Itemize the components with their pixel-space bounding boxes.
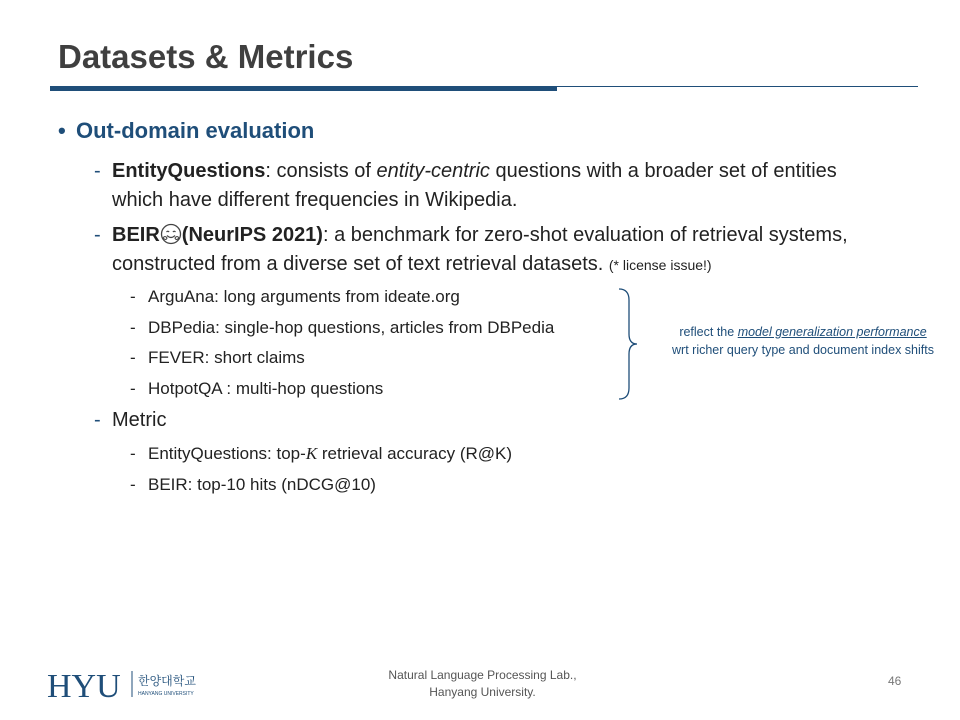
logo-letters: HYU	[47, 668, 121, 700]
dataset-text: FEVER: short claims	[148, 348, 305, 367]
dash-marker: -	[130, 475, 136, 494]
dash-marker: -	[130, 348, 136, 367]
metric-entry	[130, 443, 512, 465]
dash-marker: -	[130, 318, 136, 337]
logo-korean: 한양대학교	[138, 674, 196, 688]
beir-venue: (NeurIPS 2021)	[181, 224, 323, 246]
side-note-line2: wrt richer query type and document index shifts	[672, 343, 934, 357]
hugging-face-emoji-icon	[160, 223, 182, 245]
beir-item	[94, 221, 874, 280]
license-note: (* license issue!)	[608, 257, 712, 273]
metric-label: Metric	[112, 409, 167, 431]
hanyang-university-logo	[47, 668, 197, 700]
section-heading-text: Out-domain evaluation	[76, 118, 315, 143]
entity-questions-name: EntityQuestions	[112, 160, 266, 182]
metric-text-post: retrieval accuracy (R@K)	[317, 444, 513, 463]
section-heading	[58, 118, 314, 144]
entity-questions-text-b: questions with a broader set of entities which have different frequencies in Wikipedia.	[112, 160, 837, 211]
slide-title: Datasets & Metrics	[58, 38, 354, 75]
dataset-text: DBPedia: single-hop questions, articles from DBPedia	[148, 318, 555, 337]
side-note	[648, 323, 958, 359]
footer-lab: Natural Language Processing Lab.,	[388, 668, 577, 682]
title-rule-accent	[50, 86, 557, 91]
dataset-item	[130, 317, 554, 339]
dataset-item	[130, 378, 383, 400]
logo-english: HANYANG UNIVERSITY	[138, 691, 194, 697]
dataset-item	[130, 347, 305, 369]
metric-text: BEIR: top-10 hits (nDCG@10)	[148, 475, 376, 494]
dash-marker: -	[94, 224, 101, 246]
beir-name: BEIR	[112, 224, 160, 246]
metric-variable: K	[305, 444, 318, 463]
bullet-marker: •	[58, 118, 66, 143]
footer-univ: Hanyang University.	[429, 685, 536, 699]
side-note-prefix: reflect the	[679, 325, 738, 339]
dash-marker: -	[94, 409, 101, 431]
colon: :	[265, 160, 271, 182]
metric-item	[94, 406, 874, 435]
side-note-underlined: model generalization performance	[737, 325, 927, 339]
right-brace-icon	[617, 288, 647, 400]
dash-marker: -	[94, 160, 101, 182]
entity-questions-emphasis: entity-centric	[376, 160, 490, 182]
beir-text: : a benchmark for zero-shot evaluation of retrieval systems, constructed from a diverse set of text retrieval datasets.	[112, 224, 848, 275]
dataset-text: ArguAna: long arguments from ideate.org	[148, 287, 460, 306]
dash-marker: -	[130, 287, 136, 306]
footer-lab-info	[340, 667, 625, 701]
metric-text-pre: EntityQuestions: top-	[148, 444, 306, 463]
dataset-item	[130, 286, 460, 308]
entity-questions-text-a: consists of	[270, 160, 377, 182]
page-number: 46	[888, 674, 902, 688]
entity-questions-item	[94, 157, 874, 215]
dataset-text: HotpotQA : multi-hop questions	[148, 379, 384, 398]
metric-entry	[130, 474, 376, 496]
dash-marker: -	[130, 379, 136, 398]
dash-marker: -	[130, 444, 136, 463]
